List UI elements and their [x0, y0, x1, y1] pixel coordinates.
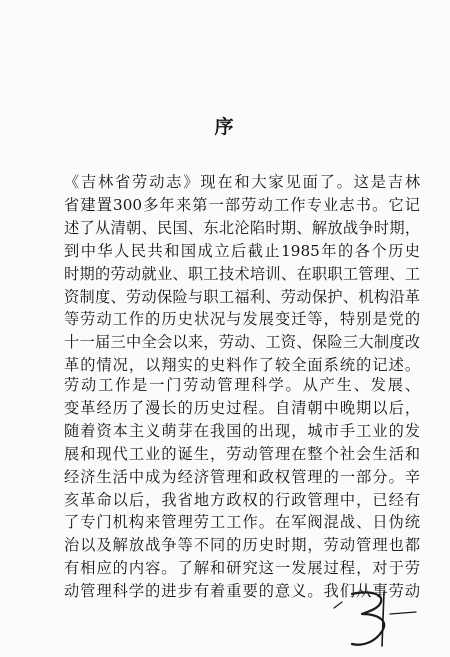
paragraph-1-line-1: 《吉林省劳动志》现在和大家见面了。这是吉林 — [64, 173, 420, 191]
paragraph-1-line-6: 资制度、劳动保险与职工福利、劳动保护、机构沿革 — [64, 287, 420, 306]
paragraph-1-line-5: 时期的劳动就业、职工技术培训、在职职工管理、工 — [64, 264, 420, 283]
handwritten-page-number — [330, 588, 420, 650]
paragraph-2 — [64, 374, 420, 603]
handwritten-page-number-mark — [330, 588, 420, 650]
paragraph-2-line-8: 治以及解放战争等不同的历史时期，劳动管理也都 — [64, 536, 420, 555]
paragraph-1-line-2: 省建置300多年来第一部劳动工作专业志书。它记 — [64, 195, 420, 214]
paragraph-1-line-3: 述了从清朝、民国、东北沦陷时期、解放战争时期， — [64, 218, 420, 237]
paragraph-2-line-5: 经济生活中成为经济管理和政权管理的一部分。辛 — [64, 467, 420, 486]
paragraph-2-line-7: 了专门机构来管理劳工工作。在军阀混战、日伪统 — [64, 513, 420, 532]
paragraph-1-line-7: 等劳动工作的历史状况与发展变迁等，特别是党的 — [64, 310, 420, 329]
paragraph-2-line-10: 动管理科学的进步有着重要的意义。我们从事劳动 — [64, 582, 420, 601]
paragraph-2-line-1: 劳动工作是一门劳动管理科学。从产生、发展、 — [64, 376, 420, 394]
paragraph-2-line-6: 亥革命以后，我省地方政权的行政管理中，已经有 — [64, 490, 420, 509]
paragraph-2-line-4: 展和现代工业的诞生，劳动管理在整个社会生活和 — [64, 444, 420, 463]
paragraph-2-line-9: 有相应的内容。了解和研究这一发展过程，对于劳 — [64, 559, 420, 578]
paragraph-1-line-9: 革的情况，以翔实的史料作了较全面系统的记述。 — [64, 356, 420, 375]
paragraph-1 — [64, 171, 420, 377]
paragraph-1-line-4: 到中华人民共和国成立后截止1985年的各个历史 — [64, 241, 420, 260]
paragraph-2-line-3: 随着资本主义萌芽在我国的出现，城市手工业的发 — [64, 421, 420, 440]
preface-title: 序 — [214, 116, 236, 138]
paragraph-1-line-8: 十一届三中全会以来，劳动、工资、保险三大制度改 — [64, 333, 420, 352]
paragraph-2-line-2: 变革经历了漫长的历史过程。自清朝中晚期以后， — [64, 398, 420, 417]
